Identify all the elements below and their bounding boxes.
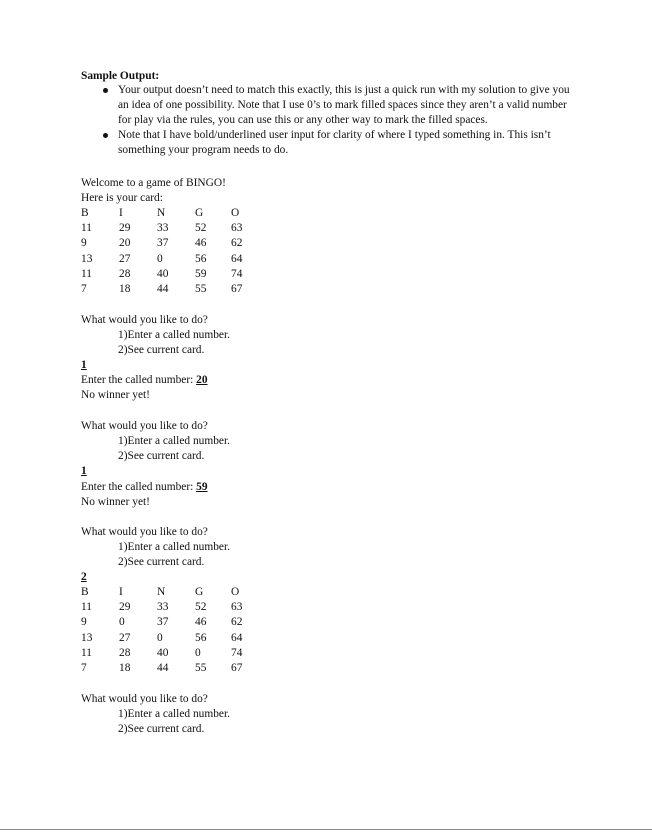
instruction-bullet-1 bbox=[81, 83, 581, 128]
menu-prompt: What would you like to do? bbox=[81, 420, 208, 432]
card-cell: 59 bbox=[195, 267, 207, 280]
card-cell: 9 bbox=[81, 616, 87, 629]
header-n: N bbox=[157, 207, 166, 219]
card-cell: 62 bbox=[231, 616, 243, 629]
card-cell: 29 bbox=[119, 222, 131, 235]
header-b: B bbox=[81, 207, 89, 219]
card-cell: 11 bbox=[81, 222, 92, 235]
page-divider bbox=[0, 829, 652, 830]
bullet-icon bbox=[103, 133, 108, 138]
menu-option-1: 1)Enter a called number. bbox=[118, 435, 230, 447]
enter-number-label: Enter the called number: bbox=[81, 481, 197, 493]
card-cell: 55 bbox=[195, 282, 207, 295]
card-cell: 18 bbox=[119, 661, 131, 674]
result-line: No winner yet! bbox=[81, 389, 150, 401]
card-cell: 13 bbox=[81, 252, 93, 265]
card-cell: 13 bbox=[81, 631, 93, 644]
card-cell: 56 bbox=[195, 631, 207, 644]
card-cell: 62 bbox=[231, 237, 243, 250]
card-cell: 46 bbox=[195, 237, 207, 250]
menu-prompt: What would you like to do? bbox=[81, 526, 208, 538]
card-cell: 56 bbox=[195, 252, 207, 265]
card-cell: 52 bbox=[195, 601, 207, 614]
card-cell: 11 bbox=[81, 646, 92, 659]
card-cell: 74 bbox=[231, 646, 243, 659]
header-o: O bbox=[231, 207, 240, 219]
card-cell: 9 bbox=[81, 237, 87, 250]
enter-number-line bbox=[81, 373, 208, 388]
card-cell: 67 bbox=[231, 282, 243, 295]
header-g: G bbox=[195, 207, 204, 219]
card-cell: 18 bbox=[119, 282, 131, 295]
header-i: I bbox=[119, 207, 123, 219]
header-b: B bbox=[81, 586, 89, 598]
card-cell: 11 bbox=[81, 267, 92, 280]
card-cell: 11 bbox=[81, 601, 92, 614]
menu-option-2: 2)See current card. bbox=[118, 450, 205, 462]
card-cell: 27 bbox=[119, 252, 131, 265]
card-cell: 0 bbox=[157, 631, 163, 644]
menu-option-2: 2)See current card. bbox=[118, 556, 205, 568]
card-cell: 29 bbox=[119, 601, 131, 614]
header-n: N bbox=[157, 586, 166, 598]
card-cell: 63 bbox=[231, 222, 243, 235]
card-cell: 37 bbox=[157, 616, 169, 629]
card-cell: 0 bbox=[119, 616, 125, 629]
menu-prompt: What would you like to do? bbox=[81, 693, 208, 705]
user-number: 20 bbox=[196, 374, 208, 386]
card-cell: 55 bbox=[195, 661, 207, 674]
menu-option-1: 1)Enter a called number. bbox=[118, 708, 230, 720]
card-cell: 37 bbox=[157, 237, 169, 250]
card-cell: 33 bbox=[157, 601, 169, 614]
enter-number-line bbox=[81, 480, 208, 495]
menu-option-2: 2)See current card. bbox=[118, 344, 205, 356]
card-cell: 7 bbox=[81, 282, 87, 295]
sample-output-heading: Sample Output: bbox=[81, 70, 160, 82]
card-cell: 33 bbox=[157, 222, 169, 235]
user-choice: 1 bbox=[81, 359, 87, 371]
card-cell: 28 bbox=[119, 267, 131, 280]
card-cell: 44 bbox=[157, 661, 169, 674]
card-cell: 64 bbox=[231, 631, 243, 644]
instructions-list bbox=[81, 83, 581, 158]
instruction-text-1: Your output doesn’t need to match this exactly, this is just a quick run with my solution to give you an idea of one possibility. Note that I use 0’s to mark filled spaces since they aren’t a valid number for play via the rules, you can use this or any other way to mark the filled spaces. bbox=[118, 84, 570, 126]
header-o: O bbox=[231, 586, 240, 598]
card-cell: 20 bbox=[119, 237, 131, 250]
card-cell: 52 bbox=[195, 222, 207, 235]
card-cell: 40 bbox=[157, 646, 169, 659]
menu-prompt: What would you like to do? bbox=[81, 314, 208, 326]
card-cell: 67 bbox=[231, 661, 243, 674]
enter-number-label: Enter the called number: bbox=[81, 374, 197, 386]
header-i: I bbox=[119, 586, 123, 598]
welcome-line: Welcome to a game of BINGO! bbox=[81, 177, 226, 189]
instruction-text-2: Note that I have bold/underlined user input for clarity of where I typed something in. This isn’t something your program needs to do. bbox=[118, 129, 551, 156]
card-cell: 40 bbox=[157, 267, 169, 280]
card-cell: 63 bbox=[231, 601, 243, 614]
card-cell: 46 bbox=[195, 616, 207, 629]
card-cell: 7 bbox=[81, 661, 87, 674]
here-card-line: Here is your card: bbox=[81, 192, 163, 204]
menu-option-1: 1)Enter a called number. bbox=[118, 329, 230, 341]
card-cell: 0 bbox=[195, 646, 201, 659]
header-g: G bbox=[195, 586, 204, 598]
card-cell: 27 bbox=[119, 631, 131, 644]
bullet-icon bbox=[103, 88, 108, 93]
user-choice: 2 bbox=[81, 571, 87, 583]
card-cell: 74 bbox=[231, 267, 243, 280]
instruction-bullet-2 bbox=[81, 128, 581, 158]
card-cell: 28 bbox=[119, 646, 131, 659]
result-line: No winner yet! bbox=[81, 496, 150, 508]
card-cell: 44 bbox=[157, 282, 169, 295]
card-cell: 64 bbox=[231, 252, 243, 265]
user-choice: 1 bbox=[81, 465, 87, 477]
menu-option-1: 1)Enter a called number. bbox=[118, 541, 230, 553]
user-number: 59 bbox=[196, 481, 208, 493]
card-cell: 0 bbox=[157, 252, 163, 265]
menu-option-2: 2)See current card. bbox=[118, 723, 205, 735]
